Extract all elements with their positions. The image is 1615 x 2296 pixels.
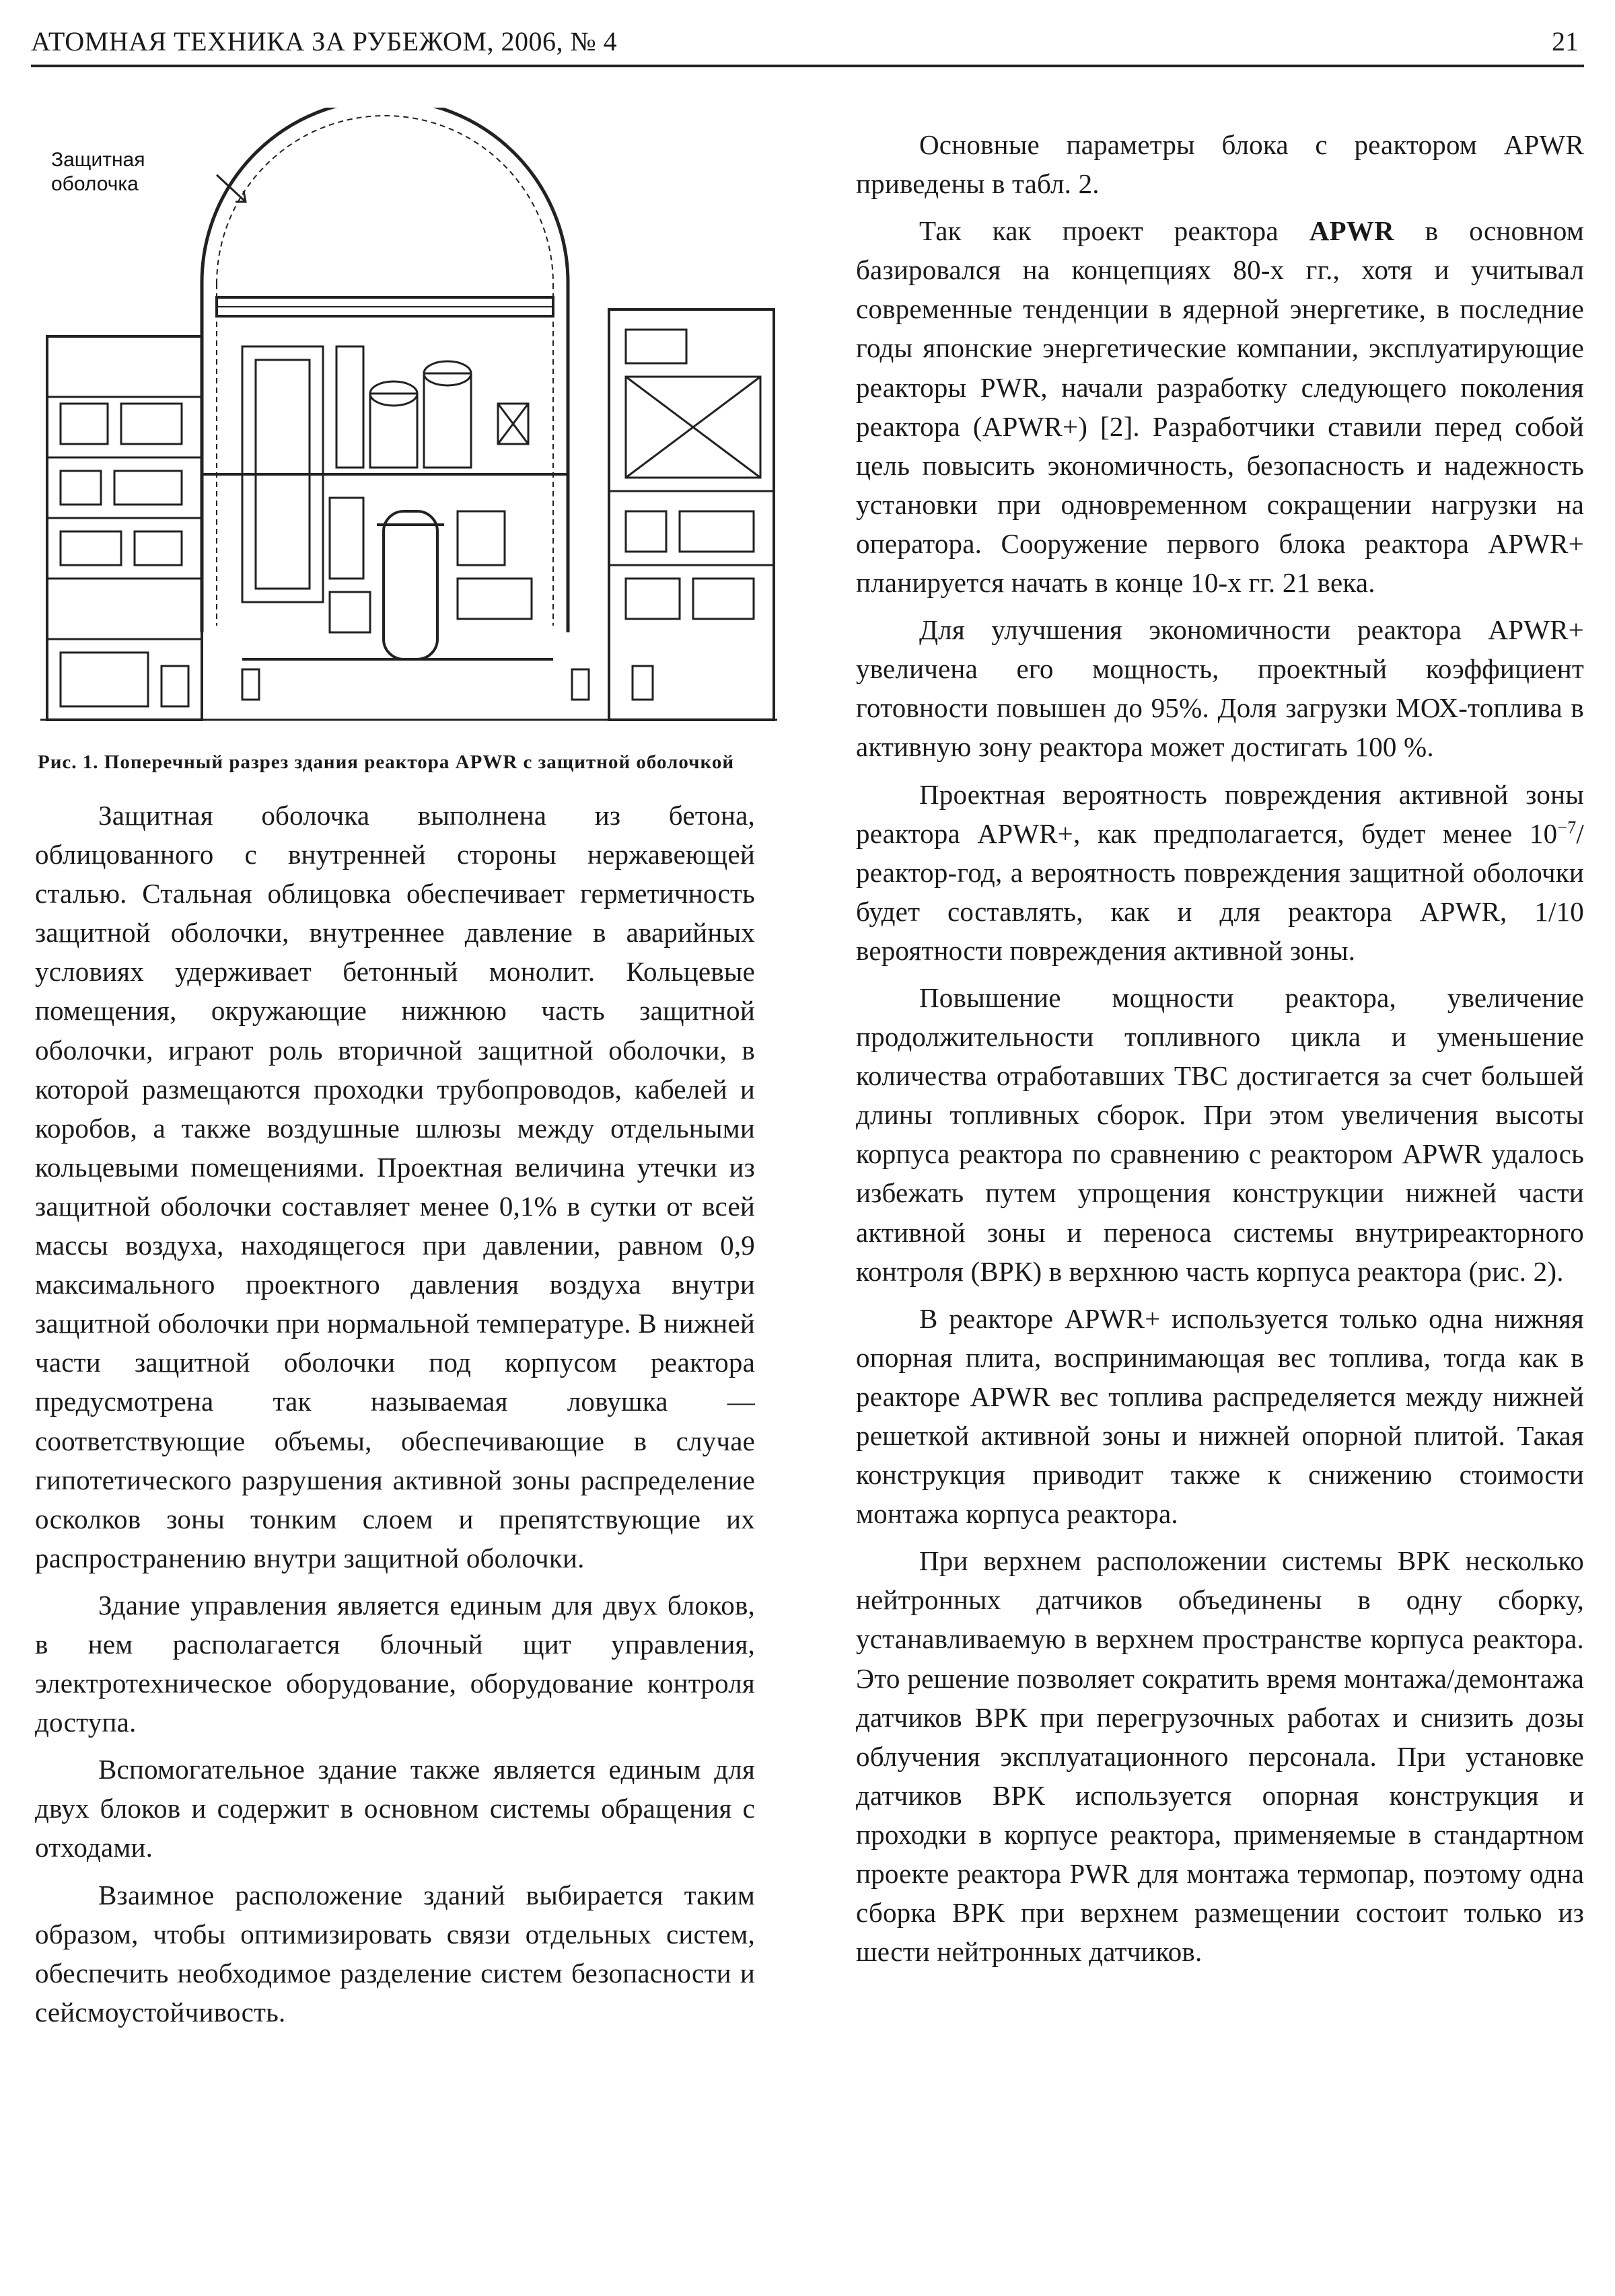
figure-reactor-cross-section — [40, 108, 777, 730]
paragraph: Вспомогательное здание также является единым для двух блоков и содержит в основном системы обращения с отходами. — [35, 1754, 755, 1863]
paragraph: Повышение мощности реактора, увеличение продолжительности топливного цикла и уменьшение количества отработавших ТВС достигается за счет большей длины топливных сборок. При этом увеличения высоты корпуса реактора по сравнению с реактором APWR удалось избежать путем упрощения конструкции нижней части активной зоны и переноса системы внутриреакторного контроля (ВРК) в верхнюю часть корпуса реактора (рис. 2). — [856, 982, 1584, 1287]
page-number: 21 — [1552, 26, 1579, 57]
left-column — [35, 108, 755, 2040]
paragraph: В реакторе APWR+ используется только одна нижняя опорная плита, воспринимающая вес топлива, тогда как в реакторе APWR вес топлива распределяется между нижней решеткой активной зоны и нижней опорной плитой. Такая конструкция приводит также к снижению стоимости монтажа корпуса реактора. — [856, 1302, 1584, 1530]
text-run: Так как проект реактора — [919, 215, 1309, 247]
page-header — [31, 23, 1584, 67]
paragraph — [856, 211, 1584, 602]
paragraph: Здание управления является единым для двух блоков, в нем располагается блочный щит управления, электротехническое оборудование, оборудование контроля доступа. — [35, 1589, 755, 1738]
paragraph: Для улучшения экономичности реактора APWR+ увеличена его мощность, проектный коэффициент готовности повышен до 95%. Доля загрузки МОХ-топлива в активную зону реактора может достигать 100 %. — [856, 614, 1584, 763]
text-run: /реактор-год, а вероятность повреждения защитной оболочки будет составлять, как и для реактора APWR, 1/10 вероятности повреждения активной зоны. — [856, 817, 1584, 966]
journal-title: АТОМНАЯ ТЕХНИКА ЗА РУБЕЖОМ, 2006, № 4 — [31, 26, 618, 57]
paragraph: Основные параметры блока с реактором APWR приведены в табл. 2. — [856, 129, 1584, 200]
text-run: Проектная вероятность повреждения активной зоны реактора APWR+, как предполагается, будет менее 10 — [856, 778, 1584, 849]
reactor-building-drawing — [40, 108, 777, 730]
paragraph: Защитная оболочка выполнена из бетона, облицованного с внутренней стороны нержавеющей сталью. Стальная облицовка обеспечивает герметичность защитной оболочки, внутреннее давление в аварийных условиях удерживает бетонный монолит. Кольцевые помещения, окружающие нижнюю часть защитной оболочки, играют роль вторичной защитной оболочки, в которой размещаются проходки трубопроводов, кабелей и коробов, а также воздушные шлюзы между отдельными кольцевыми помещениями. Проектная величина утечки из защитной оболочки составляет менее 0,1% в сутки от всей массы воздуха, находящегося при давлении, равном 0,9 максимального проектного давления воздуха внутри защитной оболочки при нормальной температуре. В нижней части защитной оболочки под корпусом реактора предусмотрена так называемая ловушка — соответствующие объемы, обеспечивающие в случае гипотетического разрушения активной зоны распределение осколков зоны тонким слоем и препятствующие их распространению внутри защитной оболочки. — [35, 800, 755, 1573]
bold-term: APWR — [1309, 215, 1394, 247]
right-column — [856, 125, 1584, 1979]
figure-label-containment: Защитная оболочка — [51, 149, 145, 195]
paragraph — [856, 775, 1584, 970]
paragraph: Взаимное расположение зданий выбирается таким образом, чтобы оптимизировать связи отдельных систем, обеспечить необходимое разделение систем безопасности и сейсмоустойчивость. — [35, 1879, 755, 2028]
exponent: −7 — [1557, 817, 1577, 837]
paragraph: При верхнем расположении системы ВРК несколько нейтронных датчиков объединены в одну сборку, устанавливаемую в верхнем пространстве корпуса реактора. Это решение позволяет сократить время монтажа/демонтажа датчиков ВРК при перегрузочных работах и снизить дозы облучения эксплуатационного персонала. При установке датчиков ВРК используется опорная конструкция и проходки в корпусе реактора, применяемые в стандартном проекте реактора PWR для монтажа термопар, поэтому одна сборка ВРК при верхнем размещении состоит только из шести нейтронных датчиков. — [856, 1545, 1584, 1968]
text-run: в основном базировался на концепциях 80-х гг., хотя и учитывал современные тенденции в ядерной энергетике, в последние годы японские энергетические компании, эксплуатирующие реакторы PWR, начали разработку следующего поколения реактора (APWR+) [2]. Разработчики ставили перед собой цель повысить экономичность, безопасность и надежность установки при одновременном сокращении нагрузки на оператора. Сооружение первого блока реактора APWR+ планируется начать в конце 10-х гг. 21 века. — [856, 215, 1584, 599]
figure-caption: Рис. 1. Поперечный разрез здания реактора APWR с защитной оболочкой — [38, 751, 735, 773]
